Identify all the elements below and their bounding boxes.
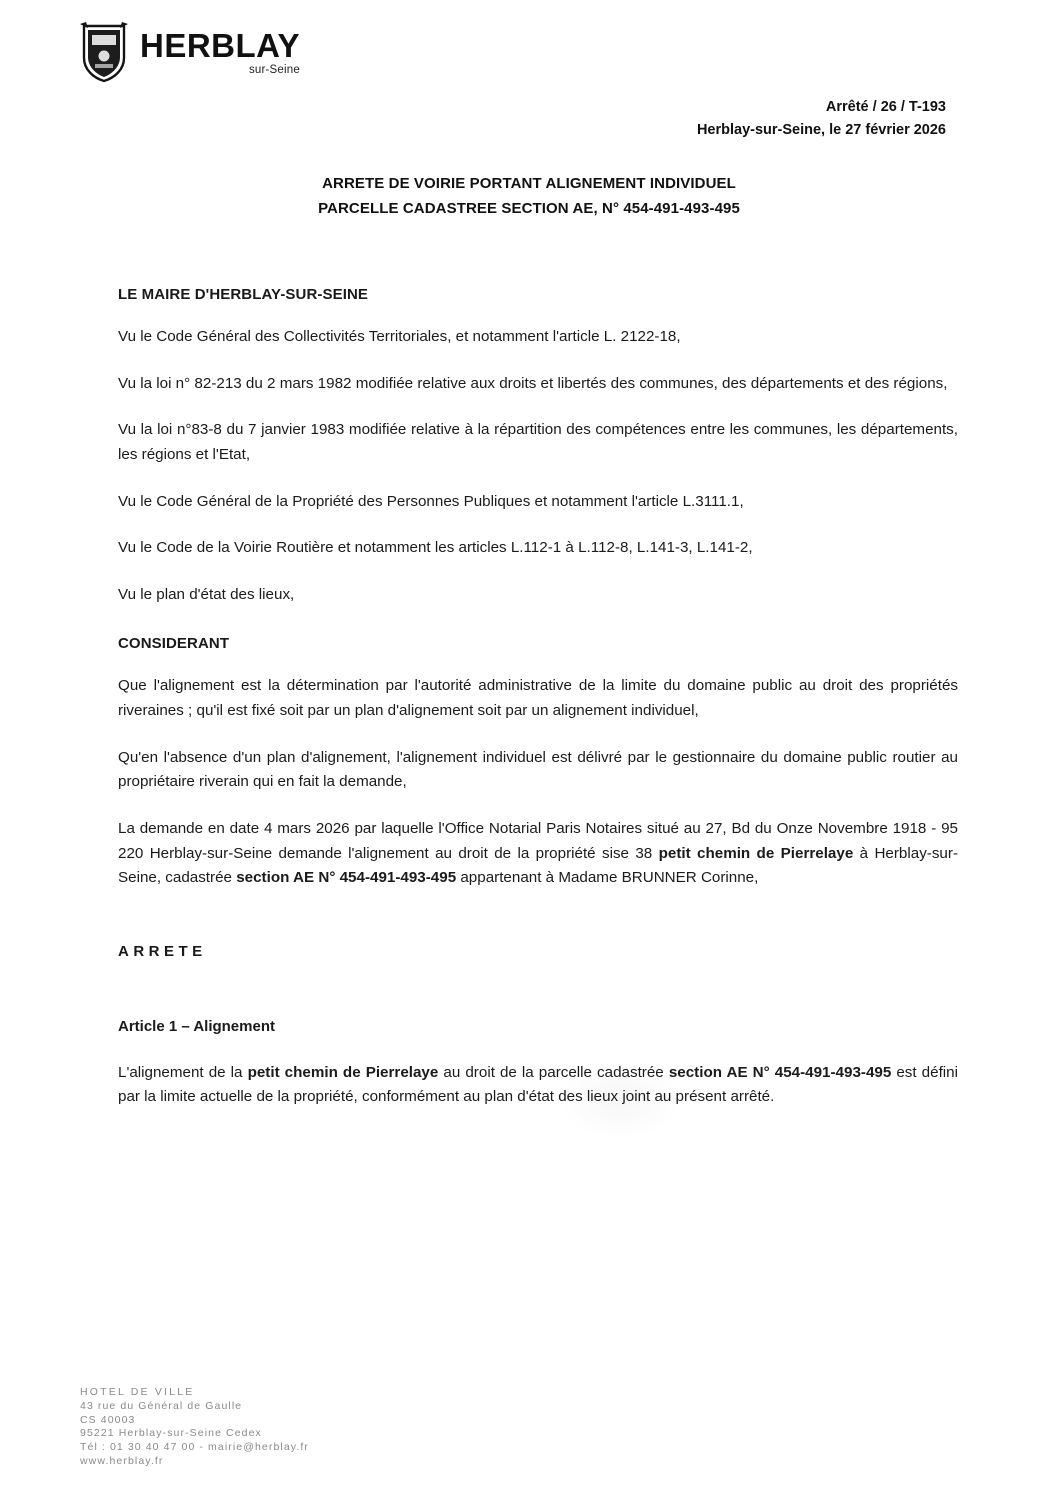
article-1-text-2: au droit de la parcelle cadastrée [438,1063,669,1081]
considerant-clause-1: Que l'alignement est la détermination par l'autorité administrative de la limite du domaine public au droit des propriétés riveraines ; qu'il est fixé soit par un plan d'alignement soit par un alignement individuel, [118,677,958,719]
city-subtitle: sur-Seine [248,64,300,77]
demande-text-2: à Herblay-sur-Seine, cadastrée [118,844,958,887]
mayor-heading: LE MAIRE D'HERBLAY-SUR-SEINE [118,286,369,303]
vu-clause-5: Vu le Code de la Voirie Routière et notamment les articles L.112-1 à L.112-8, L.141-3, L.141-2, [118,539,753,557]
page-title [0,172,1058,222]
footer-line-2: 43 rue du Général de Gaulle [80,1399,243,1412]
reference-block [697,96,946,142]
wordmark [140,29,300,77]
coat-of-arms-icon [78,22,130,84]
demande-text-3: appartenant à Madame BRUNNER Corinne, [456,869,759,887]
title-line-2: PARCELLE CADASTREE SECTION AE, N° 454-491-493-495 [318,199,740,217]
vu-clause-1: Vu le Code Général des Collectivités Territoriales, et notamment l'article L. 2122-18, [118,328,681,345]
demande-paragraph [118,817,958,891]
footer-address [80,1386,309,1469]
document-body [118,286,958,1132]
footer-line-4: 95221 Herblay-sur-Seine Cedex [80,1427,262,1440]
city-name: HERBLAY [140,27,300,65]
footer-line-3: CS 40003 [80,1413,136,1426]
considerant-clause-2: Qu'en l'absence d'un plan d'alignement, l'alignement individuel est délivré par le gestionnaire du domaine public routier au propriétaire riverain qui en fait la demande, [118,748,958,791]
footer-line-5: Tél : 01 30 40 47 00 - mairie@herblay.fr [80,1441,309,1454]
place-and-date: Herblay-sur-Seine, le 27 février 2026 [696,122,946,139]
article-1-paragraph [118,1061,958,1110]
title-line-1: ARRETE DE VOIRIE PORTANT ALIGNEMENT INDIVIDUEL [322,175,736,192]
article-1-parcel: section AE N° 454-491-493-495 [668,1063,892,1081]
arrete-keyword: ARRETE [118,942,207,960]
letterhead [78,22,300,84]
vu-clause-3: Vu la loi n°83-8 du 7 janvier 1983 modifiée relative à la répartition des compétences entre les communes, les départements, les régions et l'Etat, [118,421,958,463]
demande-text-1: La demande en date 4 mars 2026 par laquelle l'Office Notarial Paris Notaires situé au 27, Bd du Onze Novembre 1918 - 95 220 Herblay-sur-Seine demande l'alignement au droit de la propriété sise 38 [118,819,958,862]
article-1-text-1: L'alignement de la [118,1063,248,1081]
footer-line-6: www.herblay.fr [80,1455,164,1468]
vu-clause-2: Vu la loi n° 82-213 du 2 mars 1982 modifiée relative aux droits et libertés des communes, des départements et des régions, [118,374,948,392]
vu-clause-6: Vu le plan d'état des lieux, [118,585,295,603]
decree-number: Arrêté / 26 / T-193 [825,99,946,115]
demande-street: petit chemin de Pierrelaye [658,844,854,862]
article-1-title: Article 1 – Alignement [118,1017,275,1035]
vu-clause-4: Vu le Code Général de la Propriété des Personnes Publiques et notamment l'article L.3111.1, [118,492,744,510]
demande-parcel: section AE N° 454-491-493-495 [236,869,457,887]
footer-line-1: HOTEL DE VILLE [80,1385,195,1398]
article-1-text-3: est défini par la limite actuelle de la propriété, conformément au plan d'état des lieux joint au présent arrêté. [118,1063,958,1106]
considerant-heading: CONSIDERANT [118,635,230,653]
article-1-street: petit chemin de Pierrelaye [247,1063,439,1081]
